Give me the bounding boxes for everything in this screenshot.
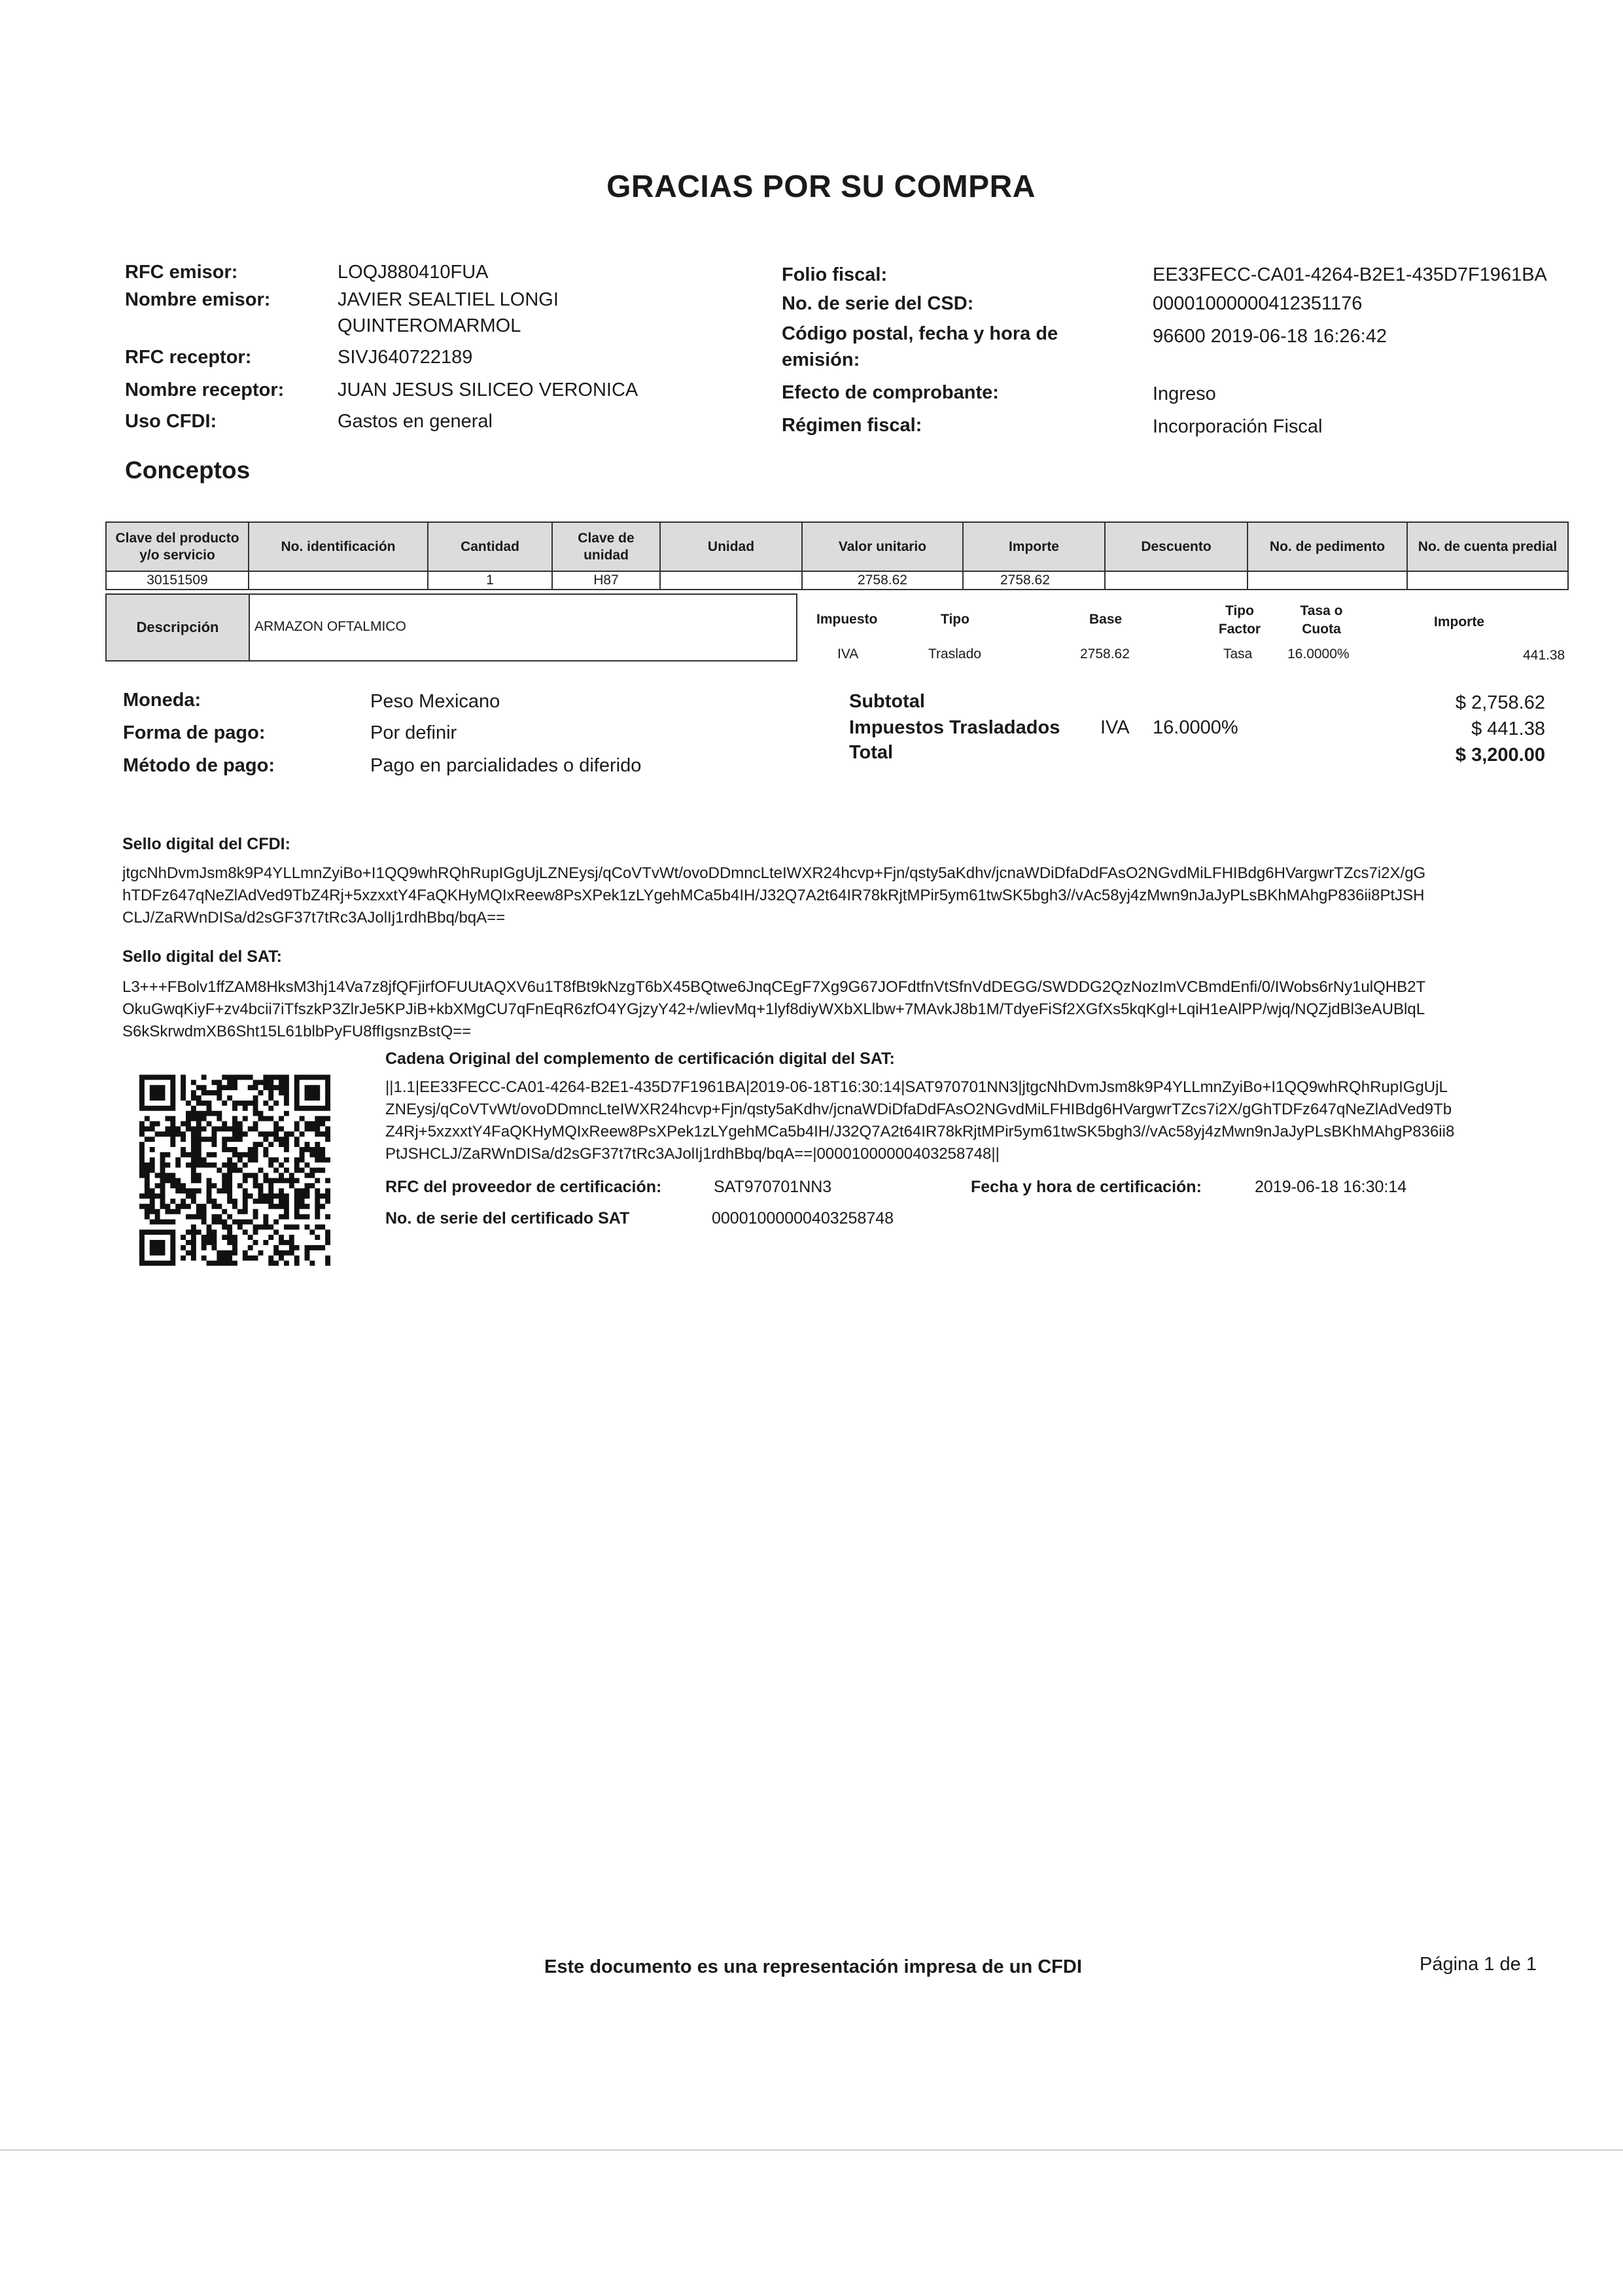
moneda-label: Moneda:: [123, 690, 201, 711]
cadena-line: Z4Rj+5xzxxtY4FaQKHyMQIxReew8PsXPek1zLYgehMCa5b4IH/J32Q7A2t64IR78kRjtMPir5ym61twSK5bgh3//vAc58yj4zMwn9nJaJyPLsBKhMAhgP836ii8: [385, 1123, 1455, 1140]
tax-importe: 441.38: [1523, 648, 1565, 663]
header-unidad: Unidad: [660, 522, 802, 571]
regimen-value: Incorporación Fiscal: [1153, 416, 1323, 437]
cell-descuento: [1105, 571, 1248, 590]
descripcion-label: Descripción: [107, 595, 250, 660]
forma-pago-value: Por definir: [370, 722, 457, 743]
cadena-label: Cadena Original del complemento de certificación digital del SAT:: [385, 1050, 895, 1068]
qr-code: [139, 1073, 330, 1267]
nombre-emisor-value-line2: QUINTEROMARMOL: [338, 315, 521, 336]
metodo-pago-value: Pago en parcialidades o diferido: [370, 755, 642, 776]
header-clave: Clave del producto y/o servicio: [106, 522, 249, 571]
regimen-label: Régimen fiscal:: [782, 415, 922, 436]
rfc-proveedor-value: SAT970701NN3: [714, 1178, 832, 1196]
impuestos-tasa: 16.0000%: [1153, 717, 1238, 738]
forma-pago-label: Forma de pago:: [123, 722, 266, 743]
rfc-receptor-label: RFC receptor:: [125, 347, 252, 368]
cell-importe: 2758.62: [963, 571, 1105, 590]
metodo-pago-label: Método de pago:: [123, 755, 275, 776]
total-label: Total: [849, 742, 894, 763]
tax-tipo-factor: Tasa: [1223, 646, 1253, 662]
rfc-receptor-value: SIVJ640722189: [338, 347, 473, 368]
uso-cfdi-label: Uso CFDI:: [125, 411, 217, 432]
tax-impuesto: IVA: [837, 646, 859, 662]
rfc-emisor-value: LOQJ880410FUA: [338, 262, 489, 283]
header-valor-unitario: Valor unitario: [802, 522, 963, 571]
page-title: GRACIAS POR SU COMPRA: [606, 169, 1036, 204]
fecha-certificacion-label: Fecha y hora de certificación:: [971, 1178, 1202, 1196]
tax-tasa: 16.0000%: [1287, 646, 1350, 662]
page-indicator: Página 1 de 1: [1420, 1954, 1537, 1975]
sello-sat-label: Sello digital del SAT:: [122, 947, 283, 966]
cadena-line: ZNEysj/qCoVTvWt/ovoDDmncLteIWXR24hcvp+Fjn/qsty5aKdhv/jcnaWDiDfaDdFAsO2NGvdMiLFHIBdg6HVargwrTZcs7i2X/gGhTDFz647qNeZlAdVed9Tb: [385, 1101, 1452, 1118]
cp-fecha-value: 96600 2019-06-18 16:26:42: [1153, 326, 1387, 347]
conceptos-heading: Conceptos: [125, 457, 251, 484]
cell-cuenta-predial: [1407, 571, 1568, 590]
tax-header-impuesto: Impuesto: [816, 612, 878, 627]
fecha-certificacion-value: 2019-06-18 16:30:14: [1255, 1178, 1407, 1196]
cell-unidad: [660, 571, 802, 590]
conceptos-table: [105, 521, 1569, 590]
nombre-receptor-label: Nombre receptor:: [125, 380, 285, 400]
cp-fecha-label-line1: Código postal, fecha y hora de: [782, 323, 1058, 344]
impuestos-trasladados-label: Impuestos Trasladados: [849, 717, 1060, 738]
cadena-line: PtJSHCLJ/ZaRWnDISa/d2sGF37t7tRc3AJolIj1rdhBbq/bqA==|00001000000403258748||: [385, 1145, 1000, 1163]
header-importe: Importe: [963, 522, 1105, 571]
uso-cfdi-value: Gastos en general: [338, 411, 493, 432]
header-clave-unidad: Clave de unidad: [552, 522, 660, 571]
rfc-emisor-label: RFC emisor:: [125, 262, 238, 283]
efecto-label: Efecto de comprobante:: [782, 382, 999, 403]
sello-sat-text: [122, 976, 1562, 1043]
serie-csd-value: 00001000000412351176: [1153, 293, 1363, 314]
subtotal-value: $ 2,758.62: [1455, 692, 1545, 713]
sello-cfdi-text: [122, 862, 1562, 929]
serie-csd-label: No. de serie del CSD:: [782, 293, 974, 314]
nombre-receptor-value: JUAN JESUS SILICEO VERONICA: [338, 380, 638, 400]
sello-sat-line: OkuGwqKiyF+zv4bcii7iTfszkP3ZlrJe5KPJiB+kbXMgCU7qFnEqR6zfO4YGjzyY42+/wlievMq+1lyf8diyWXbXLlbw+7MAvkJ8b1M/TdyeFiSf2XGfXs5kqKgl+LqiH1eAlPP/wjq/NQZjdBl3eAUBlqL: [122, 1000, 1425, 1018]
header-descuento: Descuento: [1105, 522, 1248, 571]
impuestos-tipo: IVA: [1100, 717, 1130, 738]
cp-fecha-label-line2: emisión:: [782, 349, 860, 370]
sello-cfdi-line: jtgcNhDvmJsm8k9P4YLLmnZyiBo+I1QQ9whRQhRupIGgUjLZNEysj/qCoVTvWt/ovoDDmncLteIWXR24hcvp+Fjn/qsty5aKdhv/jcnaWDiDfaDdFAsO2NGvdMiLFHIBdg6HVargwrTZcs7i2X/gG: [122, 864, 1426, 882]
impuestos-value: $ 441.38: [1471, 718, 1545, 739]
tax-header-tasa: Tasa o Cuota: [1300, 603, 1343, 637]
serie-sat-label: No. de serie del certificado SAT: [385, 1209, 630, 1227]
nombre-emisor-label: Nombre emisor:: [125, 289, 271, 310]
cell-clave-unidad: H87: [552, 571, 660, 590]
moneda-value: Peso Mexicano: [370, 691, 500, 712]
cell-valor-unitario: 2758.62: [802, 571, 963, 590]
tax-base: 2758.62: [1080, 646, 1130, 662]
header-no-identificacion: No. identificación: [249, 522, 428, 571]
cell-no-identificacion: [249, 571, 428, 590]
cell-cantidad: 1: [428, 571, 552, 590]
serie-sat-value: 00001000000403258748: [712, 1209, 894, 1227]
tax-header-base: Base: [1089, 612, 1123, 627]
sello-sat-line: S6kSkrwdmXB6Sht15L61blbPyFU8ffIgsnzBstQ==: [122, 1023, 472, 1040]
total-value: $ 3,200.00: [1455, 745, 1545, 766]
descripcion-box: [105, 593, 797, 662]
tax-header-importe: Importe: [1434, 614, 1485, 629]
subtotal-label: Subtotal: [849, 691, 925, 712]
cell-pedimento: [1248, 571, 1407, 590]
sello-sat-line: L3+++FBolv1ffZAM8HksM3hj14Va7z8jfQFjirfOFUUtAQXV6u1T8fBt9kNzgT6bX45BQtwe6JnqCEgF7Xg9G67JOFdtfnVtSfnVdDEGG/SWDDG2QzNozImVCBmdEnfi/0/IWobs6rNy1ulQHB2T: [122, 978, 1426, 996]
descripcion-value: ARMAZON OFTALMICO: [254, 619, 406, 634]
table-row: [106, 571, 1568, 590]
sello-cfdi-line: CLJ/ZaRWnDISa/d2sGF37t7tRc3AJolIj1rdhBbq/bqA==: [122, 909, 506, 927]
tax-tipo: Traslado: [928, 646, 981, 662]
cadena-line: ||1.1|EE33FECC-CA01-4264-B2E1-435D7F1961BA|2019-06-18T16:30:14|SAT970701NN3|jtgcNhDvmJsm8k9P4YLLmnZyiBo+I1QQ9whRQhRupIGgUjL: [385, 1078, 1448, 1096]
rfc-proveedor-label: RFC del proveedor de certificación:: [385, 1178, 662, 1196]
sello-cfdi-label: Sello digital del CFDI:: [122, 835, 290, 853]
folio-fiscal-label: Folio fiscal:: [782, 264, 888, 285]
header-cantidad: Cantidad: [428, 522, 552, 571]
sello-cfdi-line: hTDFz647qNeZlAdVed9TbZ4Rj+5xzxxtY4FaQKHyMQIxReew8PsXPek1zLYgehMCa5b4IH/J32Q7A2t64IR78kRjtMPir5ym61twSK5bgh3//vAc58yj4zMwn9nJaJyPLsBKhMAhgP836ii8PtJSH: [122, 887, 1425, 904]
header-pedimento: No. de pedimento: [1248, 522, 1407, 571]
scan-edge-line: [0, 2149, 1623, 2151]
efecto-value: Ingreso: [1153, 383, 1216, 404]
folio-fiscal-value: EE33FECC-CA01-4264-B2E1-435D7F1961BA: [1153, 264, 1547, 285]
cell-clave: 30151509: [106, 571, 249, 590]
cadena-text: [385, 1076, 1569, 1165]
footer-note: Este documento es una representación impresa de un CFDI: [544, 1956, 1082, 1977]
tax-header-tipo: Tipo: [941, 612, 969, 627]
tax-header-tipo-factor: Tipo Factor: [1218, 603, 1261, 637]
header-cuenta-predial: No. de cuenta predial: [1407, 522, 1568, 571]
nombre-emisor-value-line1: JAVIER SEALTIEL LONGI: [338, 289, 559, 310]
